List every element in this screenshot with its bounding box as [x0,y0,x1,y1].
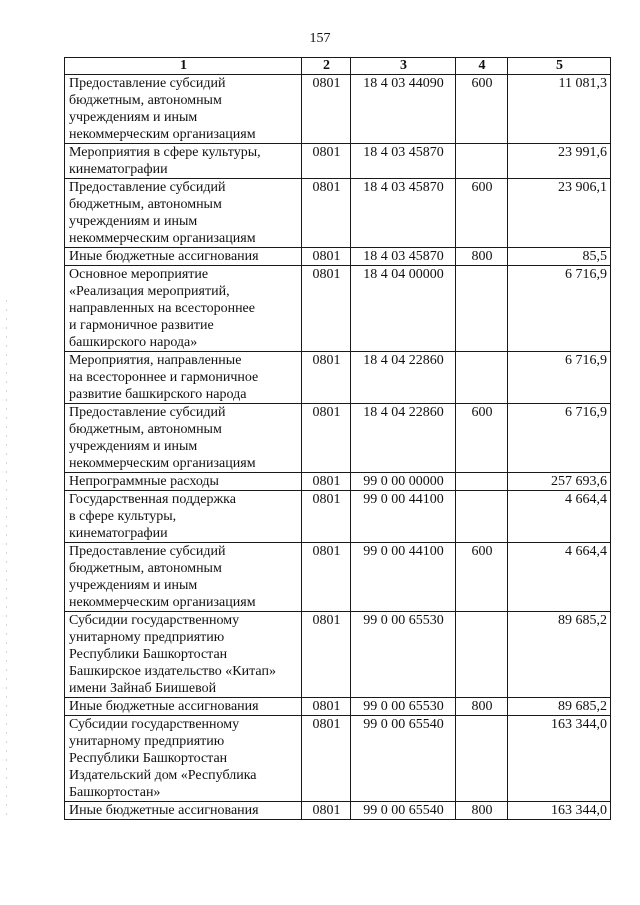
cell-amount: 163 344,0 [508,802,611,820]
table-body [65,75,611,820]
cell-target-code: 18 4 03 45870 [351,248,456,266]
column-header-expense-kind: 4 [456,58,508,75]
cell-expense-kind [456,491,508,543]
cell-section: 0801 [302,144,351,179]
column-header-target-code: 3 [351,58,456,75]
column-header-name: 1 [65,58,302,75]
item-name-line: учреждениям и иным [69,578,198,593]
item-name-line: учреждениям и иным [69,110,198,125]
item-name-line: бюджетным, автономным [69,422,222,437]
table-row [65,144,611,179]
item-name-line: Предоставление субсидий [69,544,226,559]
cell-amount: 85,5 [508,248,611,266]
table-row [65,612,611,698]
table-row [65,698,611,716]
cell-expense-kind: 800 [456,698,508,716]
table-row [65,248,611,266]
item-name-line: Субсидии государственному [69,717,240,732]
cell-target-code: 18 4 04 22860 [351,404,456,473]
item-name-line: некоммерческим организациям [69,231,256,246]
cell-item-name [65,179,302,248]
table-row [65,491,611,543]
item-name-line: унитарному предприятию [69,734,225,749]
item-name-line: учреждениям и иным [69,439,198,454]
item-name-line: некоммерческим организациям [69,456,256,471]
cell-expense-kind: 800 [456,248,508,266]
item-name-line: Мероприятия, направленные [69,353,242,368]
item-name-line: Субсидии государственному [69,613,240,628]
cell-amount: 4 664,4 [508,543,611,612]
item-name-line: на всестороннее и гармоничное [69,370,259,385]
cell-item-name [65,144,302,179]
item-name-line: бюджетным, автономным [69,197,222,212]
cell-expense-kind [456,352,508,404]
item-name-line: Республики Башкортостан [69,751,228,766]
cell-target-code: 99 0 00 65540 [351,716,456,802]
cell-item-name [65,491,302,543]
cell-target-code: 99 0 00 65540 [351,802,456,820]
item-name-line: кинематографии [69,526,168,541]
item-name-line: некоммерческим организациям [69,595,256,610]
item-name-line: учреждениям и иным [69,214,198,229]
cell-target-code: 99 0 00 00000 [351,473,456,491]
table-row [65,179,611,248]
cell-section: 0801 [302,75,351,144]
cell-section: 0801 [302,266,351,352]
cell-section: 0801 [302,352,351,404]
cell-section: 0801 [302,179,351,248]
item-name-line: и гармоничное развитие [69,318,214,333]
scan-margin-dots [6,300,7,820]
cell-section: 0801 [302,698,351,716]
cell-amount: 6 716,9 [508,352,611,404]
item-name-line: Иные бюджетные ассигнования [69,249,259,264]
item-name-line: кинематографии [69,162,168,177]
item-name-line: Иные бюджетные ассигнования [69,803,259,818]
item-name-line: Республики Башкортостан [69,647,228,662]
table-header-row [65,58,611,75]
item-name-line: бюджетным, автономным [69,561,222,576]
cell-amount: 11 081,3 [508,75,611,144]
cell-item-name [65,352,302,404]
table-row [65,543,611,612]
item-name-line: направленных на всестороннее [69,301,255,316]
item-name-line: Государственная поддержка [69,492,236,507]
item-name-line: Издательский дом «Республика [69,768,257,783]
item-name-line: Башкирское издательство «Китап» [69,664,276,679]
cell-item-name [65,266,302,352]
item-name-line: Предоставление субсидий [69,76,226,91]
table-row [65,473,611,491]
cell-target-code: 99 0 00 65530 [351,698,456,716]
table-row [65,404,611,473]
cell-item-name [65,404,302,473]
cell-expense-kind [456,716,508,802]
item-name-line: Башкортостан» [69,785,161,800]
table-row [65,75,611,144]
table-row [65,266,611,352]
item-name-line: «Реализация мероприятий, [69,284,230,299]
item-name-line: Основное мероприятие [69,267,209,282]
cell-item-name [65,248,302,266]
cell-expense-kind [456,612,508,698]
cell-amount: 6 716,9 [508,266,611,352]
cell-amount: 257 693,6 [508,473,611,491]
item-name-line: имени Зайнаб Биишевой [69,681,217,696]
item-name-line: Непрограммные расходы [69,474,219,489]
cell-section: 0801 [302,802,351,820]
cell-item-name [65,802,302,820]
column-header-amount: 5 [508,58,611,75]
item-name-line: в сфере культуры, [69,509,177,524]
cell-item-name [65,612,302,698]
cell-item-name [65,543,302,612]
cell-item-name [65,716,302,802]
cell-section: 0801 [302,248,351,266]
cell-target-code: 99 0 00 44100 [351,491,456,543]
cell-item-name [65,473,302,491]
cell-section: 0801 [302,404,351,473]
item-name-line: бюджетным, автономным [69,93,222,108]
cell-target-code: 99 0 00 44100 [351,543,456,612]
cell-amount: 23 991,6 [508,144,611,179]
cell-section: 0801 [302,491,351,543]
cell-expense-kind: 800 [456,802,508,820]
cell-amount: 163 344,0 [508,716,611,802]
cell-amount: 4 664,4 [508,491,611,543]
column-header-section: 2 [302,58,351,75]
cell-target-code: 18 4 03 44090 [351,75,456,144]
item-name-line: унитарному предприятию [69,630,225,645]
cell-expense-kind [456,266,508,352]
cell-amount: 6 716,9 [508,404,611,473]
cell-expense-kind: 600 [456,404,508,473]
page-number: 157 [309,31,331,46]
cell-section: 0801 [302,473,351,491]
cell-target-code: 18 4 04 22860 [351,352,456,404]
cell-item-name [65,698,302,716]
cell-expense-kind [456,144,508,179]
cell-target-code: 18 4 03 45870 [351,179,456,248]
cell-target-code: 18 4 03 45870 [351,144,456,179]
cell-section: 0801 [302,543,351,612]
cell-amount: 89 685,2 [508,698,611,716]
cell-section: 0801 [302,716,351,802]
item-name-line: Предоставление субсидий [69,405,226,420]
table-row [65,352,611,404]
cell-target-code: 18 4 04 00000 [351,266,456,352]
item-name-line: некоммерческим организациям [69,127,256,142]
cell-expense-kind: 600 [456,543,508,612]
cell-item-name [65,75,302,144]
budget-table [64,57,611,820]
cell-expense-kind [456,473,508,491]
item-name-line: Предоставление субсидий [69,180,226,195]
cell-expense-kind: 600 [456,75,508,144]
cell-section: 0801 [302,612,351,698]
table-row [65,802,611,820]
cell-amount: 89 685,2 [508,612,611,698]
item-name-line: Иные бюджетные ассигнования [69,699,259,714]
cell-amount: 23 906,1 [508,179,611,248]
item-name-line: Мероприятия в сфере культуры, [69,145,261,160]
table-row [65,716,611,802]
cell-expense-kind: 600 [456,179,508,248]
cell-target-code: 99 0 00 65530 [351,612,456,698]
item-name-line: развитие башкирского народа [69,387,247,402]
item-name-line: башкирского народа» [69,335,198,350]
